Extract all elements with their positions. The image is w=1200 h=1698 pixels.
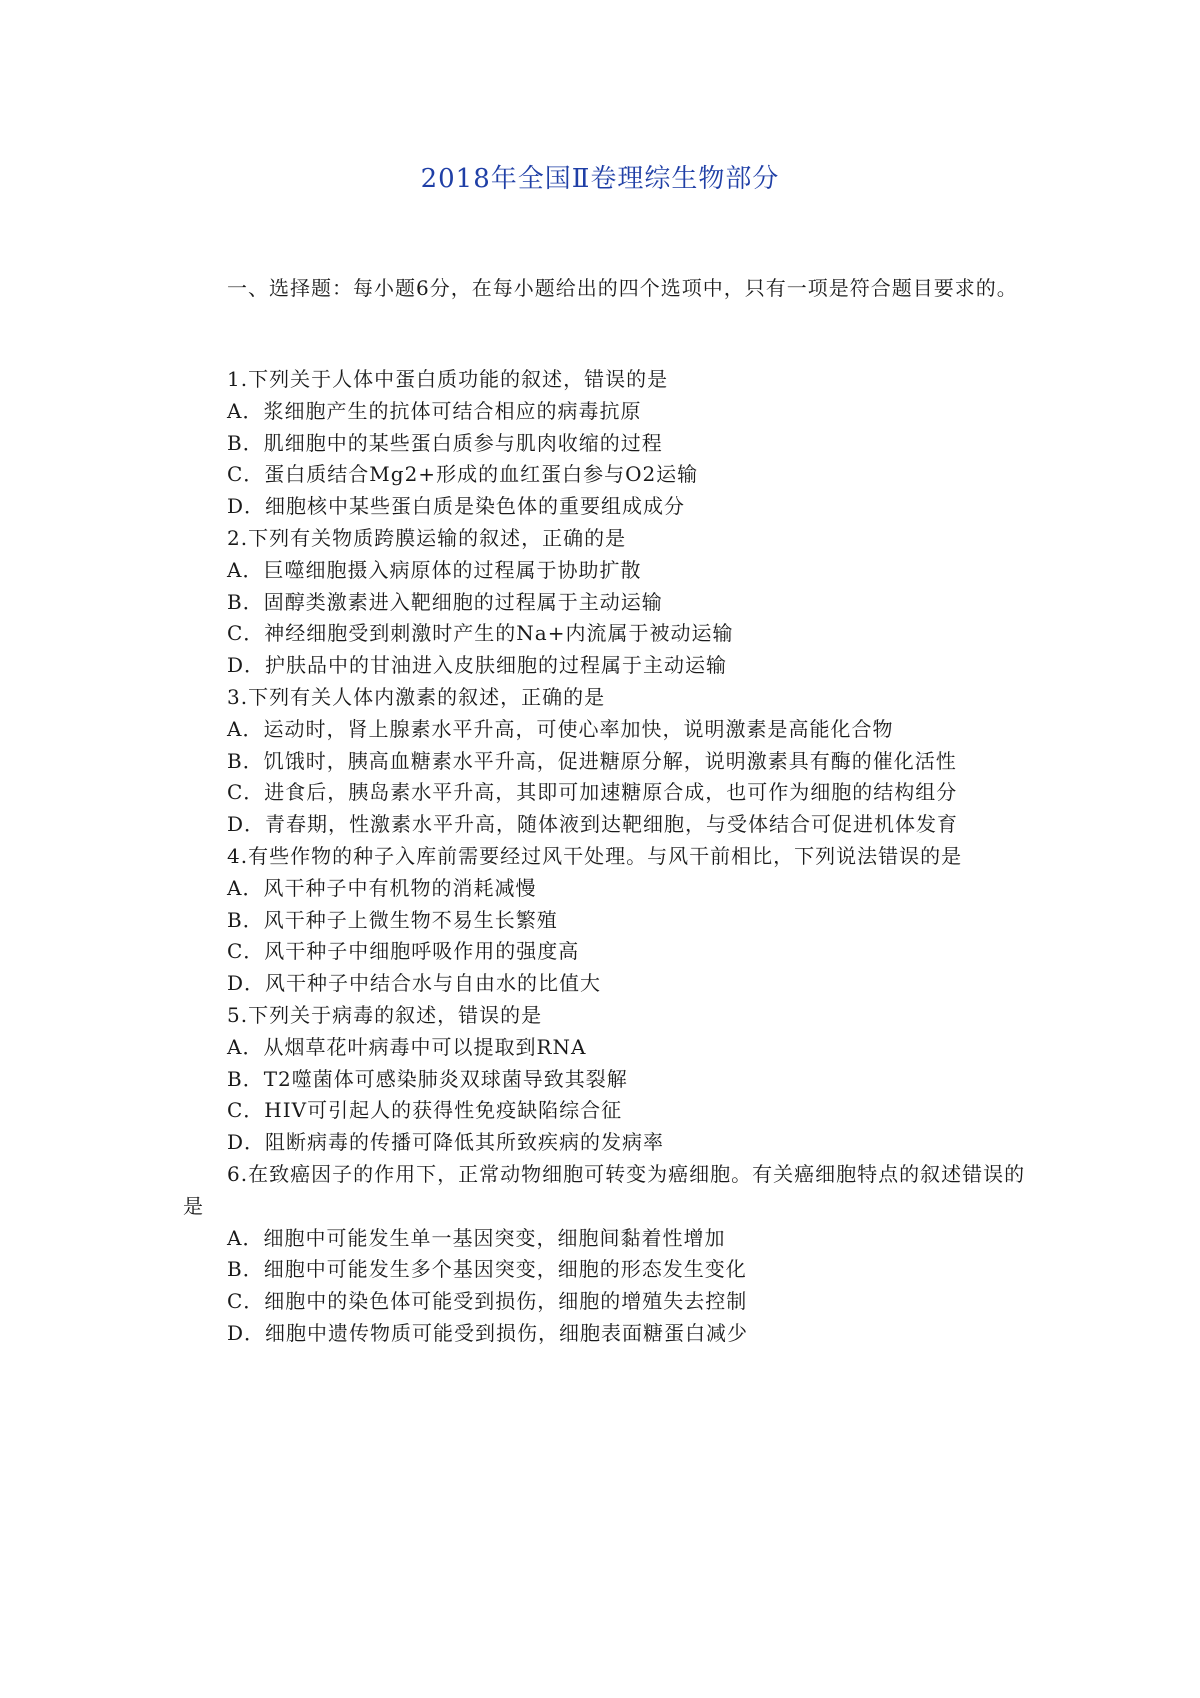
question-1 xyxy=(183,364,1028,523)
question-2 xyxy=(183,523,1028,682)
option-a: A．浆细胞产生的抗体可结合相应的病毒抗原 xyxy=(227,398,642,423)
option-c: C．蛋白质结合Mg2+形成的血红蛋白参与O2运输 xyxy=(227,462,699,487)
question-4 xyxy=(183,841,1028,1000)
option-b: B．固醇类激素进入靶细胞的过程属于主动运输 xyxy=(227,589,663,614)
question-3 xyxy=(183,682,1028,841)
question-stem: 4.有些作物的种子入库前需要经过风干处理。与风干前相比，下列说法错误的是 xyxy=(227,843,963,868)
question-list xyxy=(183,364,1028,1350)
option-d: D．风干种子中结合水与自由水的比值大 xyxy=(227,971,602,996)
option-a: A．运动时，肾上腺素水平升高，可使心率加快，说明激素是高能化合物 xyxy=(227,716,894,741)
option-d: D．细胞核中某些蛋白质是染色体的重要组成成分 xyxy=(227,494,686,519)
question-stem: 2.下列有关物质跨膜运输的叙述，正确的是 xyxy=(227,525,627,550)
section-heading: 一、选择题：每小题6分，在每小题给出的四个选项中，只有一项是符合题目要求的。 xyxy=(227,276,1018,300)
option-c: C．风干种子中细胞呼吸作用的强度高 xyxy=(227,939,580,964)
option-b: B．肌细胞中的某些蛋白质参与肌肉收缩的过程 xyxy=(227,430,663,455)
option-a: A．风干种子中有机物的消耗减慢 xyxy=(227,875,537,900)
option-b: B．饥饿时，胰高血糖素水平升高，促进糖原分解，说明激素具有酶的催化活性 xyxy=(227,748,957,773)
question-5 xyxy=(183,1000,1028,1159)
question-stem: 5.下列关于病毒的叙述，错误的是 xyxy=(227,1002,543,1027)
page-title: 2018年全国Ⅱ卷理综生物部分 xyxy=(420,164,780,194)
option-c: C．细胞中的染色体可能受到损伤，细胞的增殖失去控制 xyxy=(227,1289,748,1314)
option-a: A．细胞中可能发生单一基因突变，细胞间黏着性增加 xyxy=(227,1225,726,1250)
option-c: C．进食后，胰岛素水平升高，其即可加速糖原合成，也可作为细胞的结构组分 xyxy=(227,780,958,805)
question-6 xyxy=(183,1159,1028,1350)
question-stem: 6.在致癌因子的作用下，正常动物细胞可转变为癌细胞。有关癌细胞特点的叙述错误的是 xyxy=(183,1161,1026,1218)
option-d: D．护肤品中的甘油进入皮肤细胞的过程属于主动运输 xyxy=(227,653,728,678)
option-c: C．HIV可引起人的获得性免疫缺陷综合征 xyxy=(227,1098,623,1123)
question-stem: 1.下列关于人体中蛋白质功能的叙述，错误的是 xyxy=(227,367,669,391)
question-stem: 3.下列有关人体内激素的叙述，正确的是 xyxy=(227,684,606,709)
option-d: D．细胞中遗传物质可能受到损伤，细胞表面糖蛋白减少 xyxy=(227,1320,749,1345)
option-d: D．阻断病毒的传播可降低其所致疾病的发病率 xyxy=(227,1130,665,1155)
option-b: B．T2噬菌体可感染肺炎双球菌导致其裂解 xyxy=(227,1066,628,1091)
option-b: B．细胞中可能发生多个基因突变，细胞的形态发生变化 xyxy=(227,1257,747,1282)
option-c: C．神经细胞受到刺激时产生的Na+内流属于被动运输 xyxy=(227,621,734,646)
option-a: A．从烟草花叶病毒中可以提取到RNA xyxy=(227,1034,587,1059)
option-b: B．风干种子上微生物不易生长繁殖 xyxy=(227,907,558,932)
option-a: A．巨噬细胞摄入病原体的过程属于协助扩散 xyxy=(227,557,642,582)
option-d: D．青春期，性激素水平升高，随体液到达靶细胞，与受体结合可促进机体发育 xyxy=(227,812,959,837)
